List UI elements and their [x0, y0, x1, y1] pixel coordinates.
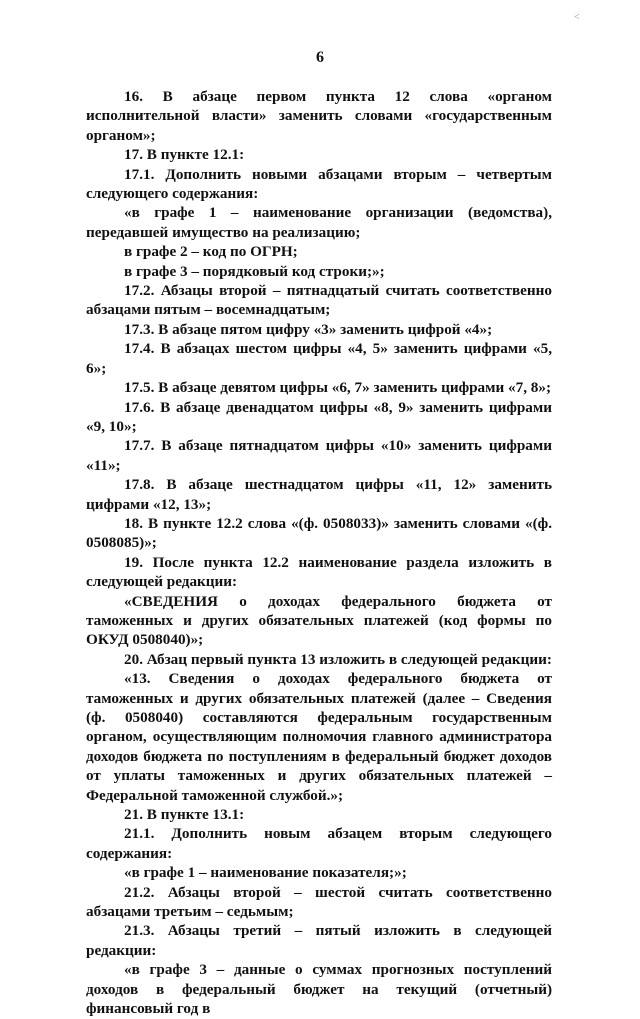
- paragraph-16: 16. В абзаце первом пункта 12 слова «органом исполнительной власти» заменить словами «государственным органом»;: [86, 88, 552, 144]
- paragraph-17-5: 17.5. В абзаце девятом цифры «6, 7» заменить цифрами «7, 8»;: [124, 379, 552, 397]
- document-body: [86, 87, 552, 1019]
- paragraph-17-1-quote-1: «в графе 1 – наименование организации (ведомства), передавшей имущество на реализацию;: [86, 204, 552, 241]
- paragraph-17-8: 17.8. В абзаце шестнадцатом цифры «11, 12» заменить цифрами «12, 13»;: [86, 476, 552, 513]
- paragraph-21-1: 21.1. Дополнить новым абзацем вторым следующего содержания:: [86, 825, 552, 862]
- corner-mark: <: [574, 12, 580, 23]
- page-number: 6: [316, 49, 324, 66]
- paragraph-18: 18. В пункте 12.2 слова «(ф. 0508033)» заменить словами «(ф. 0508085)»;: [86, 514, 552, 552]
- paragraph-17-1: 17.1. Дополнить новыми абзацами вторым – четвертым следующего содержания:: [86, 165, 552, 203]
- paragraph-17-3: 17.3. В абзаце пятом цифру «3» заменить цифрой «4»;: [124, 320, 493, 338]
- paragraph-19: 19. После пункта 12.2 наименование раздела изложить в следующей редакции:: [86, 553, 552, 591]
- paragraph-19-quote: «СВЕДЕНИЯ о доходах федерального бюджета от таможенных и других обязательных платежей (код формы по ОКУД 0508040)»;: [86, 592, 552, 649]
- paragraph-21: 21. В пункте 13.1:: [124, 806, 245, 824]
- paragraph-17: 17. В пункте 12.1:: [124, 146, 245, 164]
- paragraph-17-2: 17.2. Абзацы второй – пятнадцатый считать соответственно абзацами пятым – восемнадцатым;: [86, 282, 552, 319]
- paragraph-21-3-quote: «в графе 3 – данные о суммах прогнозных поступлений доходов в федеральный бюджет на текущий (отчетный) финансовый год в: [86, 961, 552, 1018]
- paragraph-21-1-quote: «в графе 1 – наименование показателя;»;: [124, 864, 407, 882]
- paragraph-17-6: 17.6. В абзаце двенадцатом цифры «8, 9» заменить цифрами «9, 10»;: [86, 398, 552, 435]
- paragraph-20-quote: «13. Сведения о доходах федерального бюджета от таможенных и других обязательных платежей (далее – Сведения (ф. 0508040) составляются федеральным государственным органом, осуществляющим полномочия главного администратора доходов бюджета по поступлениям в федеральный бюджет доходов от уплаты таможенных и других обязательных платежей – Федеральной таможенной службой.»;: [86, 670, 552, 804]
- paragraph-17-7: 17.7. В абзаце пятнадцатом цифры «10» заменить цифрами «11»;: [86, 437, 552, 474]
- paragraph-21-2: 21.2. Абзацы второй – шестой считать соответственно абзацами третьим – седьмым;: [86, 883, 552, 921]
- paragraph-17-1-quote-3: в графе 3 – порядковый код строки;»;: [124, 262, 385, 280]
- paragraph-17-1-quote-2: в графе 2 – код по ОГРН;: [124, 243, 298, 261]
- paragraph-20: 20. Абзац первый пункта 13 изложить в следующей редакции:: [124, 650, 552, 668]
- paragraph-21-3: 21.3. Абзацы третий – пятый изложить в следующей редакции:: [86, 922, 552, 959]
- paragraph-17-4: 17.4. В абзацах шестом цифры «4, 5» заменить цифрами «5, 6»;: [86, 340, 552, 377]
